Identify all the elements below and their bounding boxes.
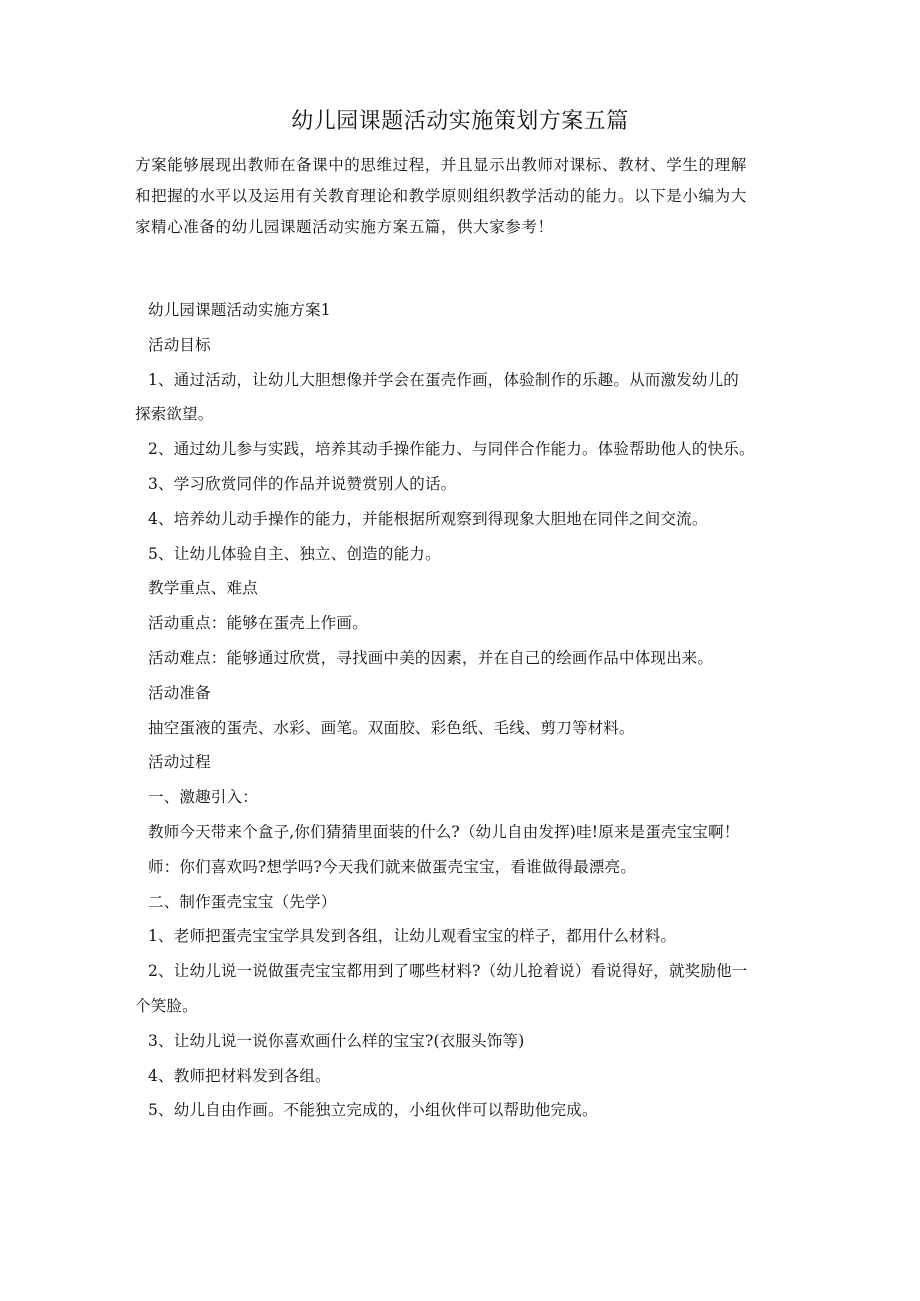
body-line: 个笑脸。 — [135, 996, 198, 1015]
body-line: 3、让幼儿说一说你喜欢画什么样的宝宝?(衣服头饰等) — [148, 1031, 525, 1050]
body-line: 活动重点：能够在蛋壳上作画。 — [148, 614, 368, 633]
intro-line: 和把握的水平以及运用有关教育理论和教学原则组织教学活动的能力。以下是小编为大 — [135, 187, 747, 205]
body-line: 一、激趣引入： — [148, 788, 258, 807]
body-line: 抽空蛋液的蛋壳、水彩、画笔。双面胶、彩色纸、毛线、剪刀等材料。 — [148, 718, 635, 737]
section-heading: 幼儿园课题活动实施方案1 — [148, 301, 331, 319]
body-line: 1、老师把蛋壳宝宝学具发到各组，让幼儿观看宝宝的样子，都用什么材料。 — [148, 927, 677, 946]
subheading: 活动目标 — [148, 335, 211, 354]
body-line: 活动难点：能够通过欣赏，寻找画中美的因素，并在自己的绘画作品中体现出来。 — [148, 648, 714, 667]
body-line: 2、让幼儿说一说做蛋壳宝宝都用到了哪些材料?（幼儿抢着说）看说得好，就奖励他一 — [148, 962, 748, 981]
intro-line: 家精心准备的幼儿园课题活动实施方案五篇，供大家参考！ — [135, 218, 554, 236]
body-line: 探索欲望。 — [135, 405, 214, 424]
body-line: 4、教师把材料发到各组。 — [148, 1066, 331, 1085]
intro-paragraph — [135, 150, 790, 243]
document-body — [135, 293, 815, 1128]
body-line: 师：你们喜欢吗?想学吗?今天我们就来做蛋壳宝宝，看谁做得最漂亮。 — [148, 857, 637, 876]
body-line: 5、让幼儿体验自主、独立、创造的能力。 — [148, 544, 441, 563]
body-line: 4、培养幼儿动手操作的能力，并能根据所观察到得现象大胆地在同伴之间交流。 — [148, 509, 708, 528]
body-line: 3、学习欣赏同伴的作品并说赞赏别人的话。 — [148, 474, 457, 493]
body-line: 教师今天带来个盒子,你们猜猜里面装的什么?（幼儿自由发挥)哇!原来是蛋壳宝宝啊！ — [148, 822, 740, 841]
body-line: 二、制作蛋壳宝宝（先学） — [148, 892, 337, 911]
body-line: 5、幼儿自由作画。不能独立完成的，小组伙伴可以帮助他完成。 — [148, 1101, 598, 1120]
subheading: 活动过程 — [148, 753, 211, 772]
subheading: 教学重点、难点 — [148, 579, 258, 598]
document-title: 幼儿园课题活动实施策划方案五篇 — [291, 109, 629, 134]
body-line: 1、通过活动，让幼儿大胆想像并学会在蛋壳作画，体验制作的乐趣。从而激发幼儿的 — [148, 370, 739, 389]
intro-line: 方案能够展现出教师在备课中的思维过程，并且显示出教师对课标、教材、学生的理解 — [135, 156, 747, 174]
body-line: 2、通过幼儿参与实践，培养其动手操作能力、与同伴合作能力。体验帮助他人的快乐。 — [148, 440, 755, 459]
subheading: 活动准备 — [148, 683, 211, 702]
